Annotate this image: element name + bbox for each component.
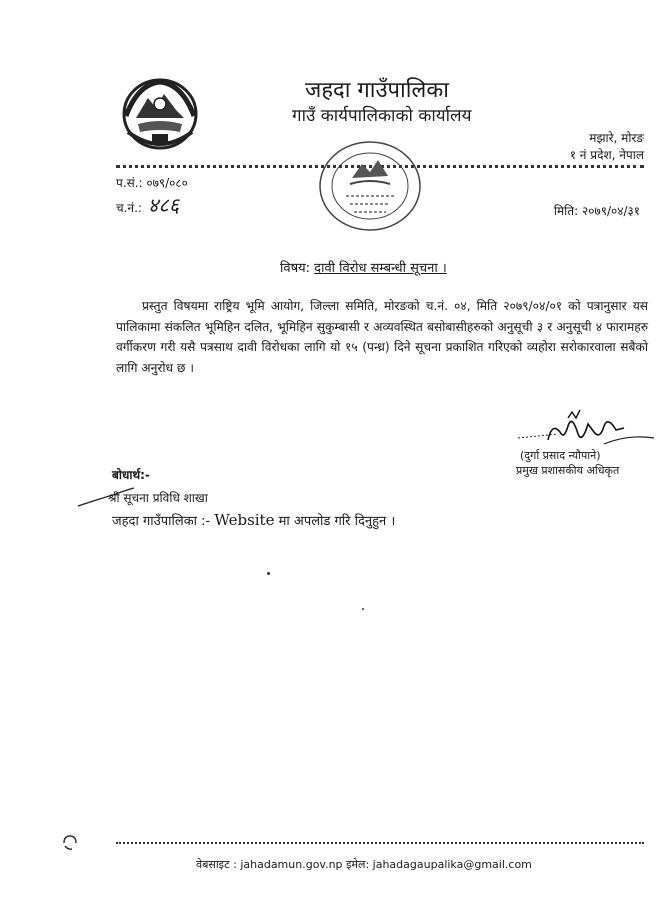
scan-speck bbox=[267, 572, 270, 575]
address-line-1: मझारे, मोरङ bbox=[589, 131, 644, 145]
nepal-emblem-icon bbox=[118, 74, 202, 154]
subject-title: दावी विरोध सम्बन्धी सूचना । bbox=[314, 261, 447, 276]
dispatch-label: च.नं.: bbox=[116, 201, 142, 215]
letter-date: मिति: २०७९/०४/३१ bbox=[553, 204, 640, 218]
scan-speck bbox=[362, 608, 364, 610]
signature-scribble bbox=[508, 404, 658, 452]
address-line-2: १ नं प्रदेश, नेपाल bbox=[569, 148, 644, 162]
cc-item-it-section: श्री सूचना प्रविधि शाखा bbox=[108, 491, 208, 505]
footer-divider bbox=[116, 842, 644, 844]
cc-item2-prefix: जहदा गाउँपालिका :- bbox=[112, 514, 211, 529]
signer-title: प्रमुख प्रशासकीय अधिकृत bbox=[516, 464, 620, 477]
subject-line bbox=[280, 258, 447, 276]
signer-name: (दुर्गा प्रसाद न्यौपाने) bbox=[520, 449, 601, 462]
cc-label: बोधार्थ:- bbox=[112, 468, 150, 482]
subject-label: विषय: bbox=[280, 261, 311, 276]
notice-body: प्रस्तुत विषयमा राष्ट्रिय भूमि आयोग, जिल्ला समिति, मोरङको च.नं. ०४, मिति २०७९/०४/०१ को पत्रानुसार यस पालिकामा संकलित भूमिहिन दलित, भूमिहिन सुकुम्बासी र अव्यवस्थित बसोबासीहरुको अनुसूची ३ र अनुसूची ४ फारामहरु वर्गीकरण गरी यसै पत्रसाथ दावी विरोधका लागि यो १५ (पन्ध्र) दिने सूचना प्रकाशित गरिएको व्यहोरा सरोकारवाला सबैको लागि अनुरोध छ । bbox=[116, 299, 648, 375]
cc-item-website bbox=[112, 511, 395, 529]
office-name: गाउँ कार्यपालिकाको कार्यालय bbox=[292, 106, 472, 126]
fiscal-year: प.सं.: ०७९/०८० bbox=[116, 176, 188, 190]
office-seal-icon bbox=[316, 138, 424, 234]
dispatch-number-row bbox=[116, 191, 179, 218]
org-name: जहदा गाउँपालिका bbox=[305, 78, 449, 103]
footer-contact: वेबसाइट : jahadamun.gov.np इमेल: jahadagaupalika@gmail.com bbox=[196, 858, 532, 871]
dispatch-number: ४८६ bbox=[147, 193, 180, 217]
cc-item2-web: Website bbox=[214, 511, 275, 529]
cc-item2-suffix: मा अपलोड गरि दिनुहुन । bbox=[278, 514, 396, 529]
punch-hole-mark bbox=[60, 834, 80, 852]
